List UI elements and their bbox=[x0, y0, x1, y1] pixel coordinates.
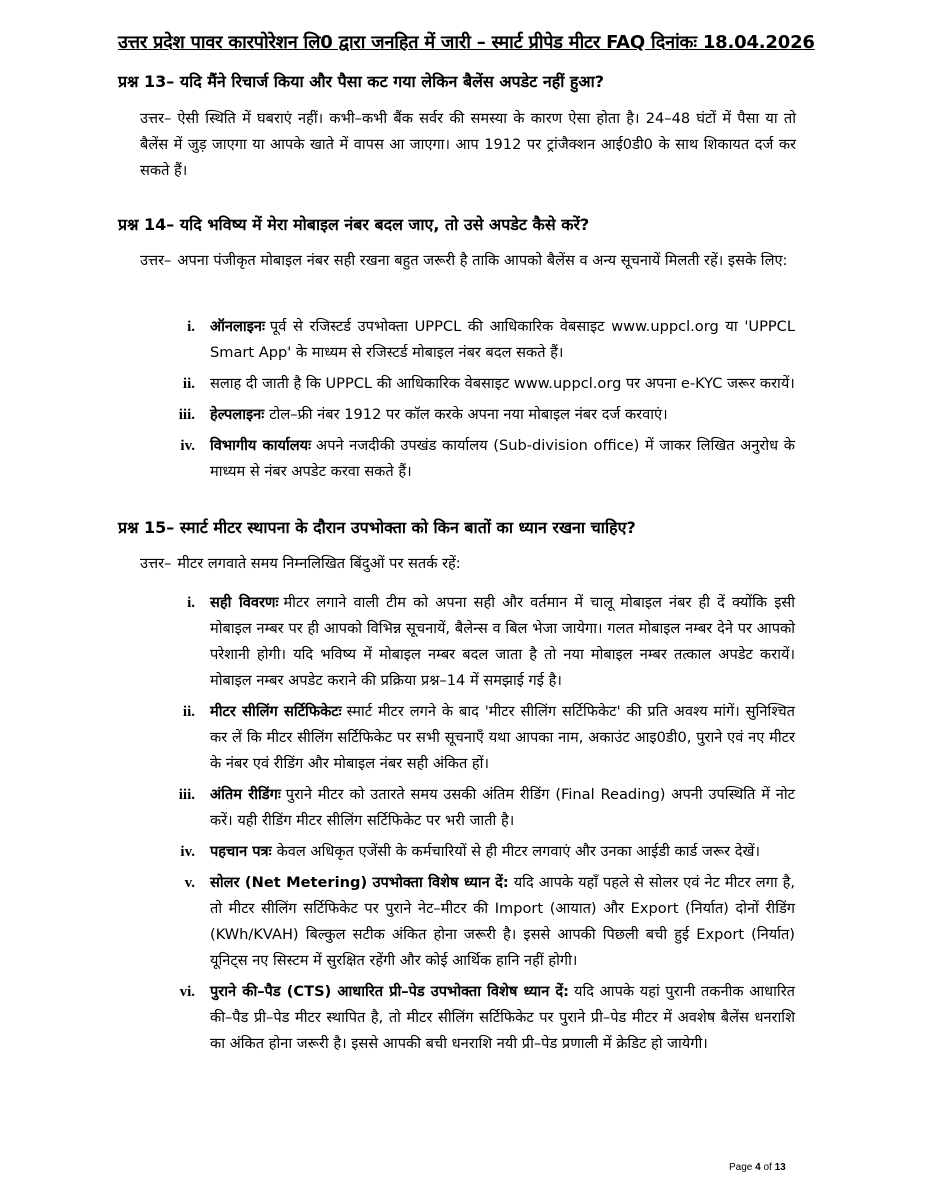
answer-text: अपना पंजीकृत मोबाइल नंबर सही रखना बहुत जरूरी है ताकि आपको बैलेंस व अन्य सूचनायें मिलती रहें। इसके लिए: bbox=[177, 252, 788, 269]
answer-label: उत्तर– bbox=[140, 252, 172, 269]
item-number: iii. bbox=[178, 787, 195, 803]
item-heading: सोलर (Net Metering) उपभोक्ता विशेष ध्यान दें: bbox=[210, 874, 509, 891]
page-label: Page bbox=[729, 1162, 753, 1173]
item-text: सलाह दी जाती है कि UPPCL की आधिकारिक वेबसाइट www.uppcl.org पर अपना e-KYC जरूर करायें। bbox=[210, 375, 795, 392]
answer-label: उत्तर– bbox=[140, 555, 172, 572]
item-text: टोल–फ्री नंबर 1912 पर कॉल करके अपना नया मोबाइल नंबर दर्ज करवाएं। bbox=[269, 406, 668, 423]
answer-15 bbox=[140, 551, 796, 577]
item-heading: पुराने की–पैड (CTS) आधारित प्री–पेड उपभोक्ता विशेष ध्यान दें: bbox=[210, 983, 570, 1000]
page-number bbox=[729, 1162, 786, 1173]
question-14: प्रश्न 14– यदि भविष्य में मेरा मोबाइल नंबर बदल जाए, तो उसे अपडेट कैसे करें? bbox=[118, 215, 590, 234]
list-item bbox=[165, 839, 795, 865]
item-heading: विभागीय कार्यालयः bbox=[210, 437, 312, 454]
item-number: iv. bbox=[180, 438, 195, 454]
item-text: स्मार्ट मीटर लगने के बाद 'मीटर सीलिंग सर्टिफिकेट' की प्रति अवश्य मांगें। सुनिश्चित कर लें कि मीटर सीलिंग सर्टिफिकेट पर सभी सूचनाएँ यथा आपका नाम, अकाउंट आइ0डी0, पुराने एवं नए मीटर के नंबर एवं रीडिंग और मोबाइल नंबर सही अंकित हों। bbox=[210, 703, 795, 772]
item-heading: मीटर सीलिंग सर्टिफिकेटः bbox=[210, 703, 342, 720]
answer-text: मीटर लगवाते समय निम्नलिखित बिंदुओं पर सतर्क रहें: bbox=[177, 555, 461, 572]
q14-list bbox=[165, 314, 795, 490]
item-text: पूर्व से रजिस्टर्ड उपभोक्ता UPPCL की आधिकारिक वेबसाइट www.uppcl.org या 'UPPCL Smart App' के माध्यम से रजिस्टर्ड मोबाइल नंबर बदल सकते हैं। bbox=[210, 318, 795, 361]
item-text: केवल अधिकृत एजेंसी के कर्मचारियों से ही मीटर लगवाएं और उनका आईडी कार्ड जरूर देखें। bbox=[276, 843, 760, 860]
page-current: 4 bbox=[755, 1162, 761, 1173]
item-heading: ऑनलाइनः bbox=[210, 318, 265, 335]
question-15: प्रश्न 15– स्मार्ट मीटर स्थापना के दौरान उपभोक्ता को किन बातों का ध्यान रखना चाहिए? bbox=[118, 518, 636, 537]
item-number: ii. bbox=[182, 376, 195, 392]
item-heading: अंतिम रीडिंगः bbox=[210, 786, 281, 803]
document-header: उत्तर प्रदेश पावर कारपोरेशन लि0 द्वारा जनहित में जारी – स्मार्ट प्रीपेड मीटर FAQ दिनांकः 18.04.2026 bbox=[118, 32, 815, 53]
item-number: i. bbox=[187, 595, 195, 611]
list-item bbox=[165, 870, 795, 974]
item-number: vi. bbox=[179, 984, 195, 1000]
list-item bbox=[165, 433, 795, 485]
page-of: of bbox=[763, 1162, 772, 1173]
answer-14 bbox=[140, 248, 796, 274]
list-item bbox=[165, 782, 795, 834]
question-13: प्रश्न 13– यदि मैंने रिचार्ज किया और पैसा कट गया लेकिन बैलेंस अपडेट नहीं हुआ? bbox=[118, 72, 605, 91]
list-item bbox=[165, 402, 795, 428]
item-text: यदि आपके यहाँ पहले से सोलर एवं नेट मीटर लगा है, तो मीटर सीलिंग सर्टिफिकेट पर पुराने नेट–मीटर की Import (आयात) और Export (निर्यात) दोनों रीडिंग (KWh/KVAH) बिल्कुल सटीक अंकित होना जरूरी है। इससे आपकी पिछली बची हुई Export (निर्यात) यूनिट्स नए सिस्टम में सुरक्षित रहेंगी और कोई आर्थिक हानि नहीं होगी। bbox=[210, 874, 795, 969]
item-text: यदि आपके यहां पुरानी तकनीक आधारित की–पैड प्री–पेड मीटर स्थापित है, तो मीटर सीलिंग सर्टिफिकेट पर पुराने प्री–पेड मीटर में अवशेष बैलेंस धनराशि का अंकित होना जरूरी है। इससे आपकी बची धनराशि नयी प्री–पेड प्रणाली में क्रेडिट हो जायेगी। bbox=[210, 983, 795, 1052]
list-item bbox=[165, 371, 795, 397]
item-number: v. bbox=[184, 875, 195, 891]
list-item bbox=[165, 314, 795, 366]
list-item bbox=[165, 979, 795, 1057]
list-item bbox=[165, 699, 795, 777]
page-total: 13 bbox=[774, 1162, 786, 1173]
q15-list bbox=[165, 590, 795, 1062]
item-heading: सही विवरणः bbox=[210, 594, 279, 611]
item-number: iv. bbox=[180, 844, 195, 860]
item-heading: पहचान पत्रः bbox=[210, 843, 272, 860]
answer-13 bbox=[140, 106, 796, 184]
answer-text: ऐसी स्थिति में घबराएं नहीं। कभी–कभी बैंक सर्वर की समस्या के कारण ऐसा होता है। 24–48 घंटों में पैसा या तो बैलेंस में जुड़ जाएगा या आपके खाते में वापस आ जाएगा। आप 1912 पर ट्रांजैक्शन आई0डी0 के साथ शिकायत दर्ज कर सकते हैं। bbox=[140, 110, 796, 179]
item-number: iii. bbox=[178, 407, 195, 423]
item-number: ii. bbox=[182, 704, 195, 720]
item-number: i. bbox=[187, 319, 195, 335]
item-text: पुराने मीटर को उतारते समय उसकी अंतिम रीडिंग (Final Reading) अपनी उपस्थिति में नोट करें। यही रीडिंग मीटर सीलिंग सर्टिफिकेट पर भरी जाती है। bbox=[210, 786, 796, 829]
item-heading: हेल्पलाइनः bbox=[210, 406, 265, 423]
item-text: अपने नजदीकी उपखंड कार्यालय (Sub-division office) में जाकर लिखित अनुरोध के माध्यम से नंबर अपडेट करवा सकते हैं। bbox=[210, 437, 796, 480]
list-item bbox=[165, 590, 795, 694]
answer-label: उत्तर– bbox=[140, 110, 172, 127]
item-text: मीटर लगाने वाली टीम को अपना सही और वर्तमान में चालू मोबाइल नंबर ही दें क्योंकि इसी मोबाइल नम्बर पर ही आपको विभिन्न सूचनायें, बैलेन्स व बिल भेजा जायेगा। गलत मोबाइल नम्बर देने पर आपको परेशानी होगी। यदि भविष्य में मोबाइल नम्बर बदल जाता है तो नया मोबाइल नम्बर तत्काल अपडेट करायें। मोबाइल नम्बर अपडेट कराने की प्रक्रिया प्रश्न–14 में समझाई गई है। bbox=[210, 594, 796, 689]
